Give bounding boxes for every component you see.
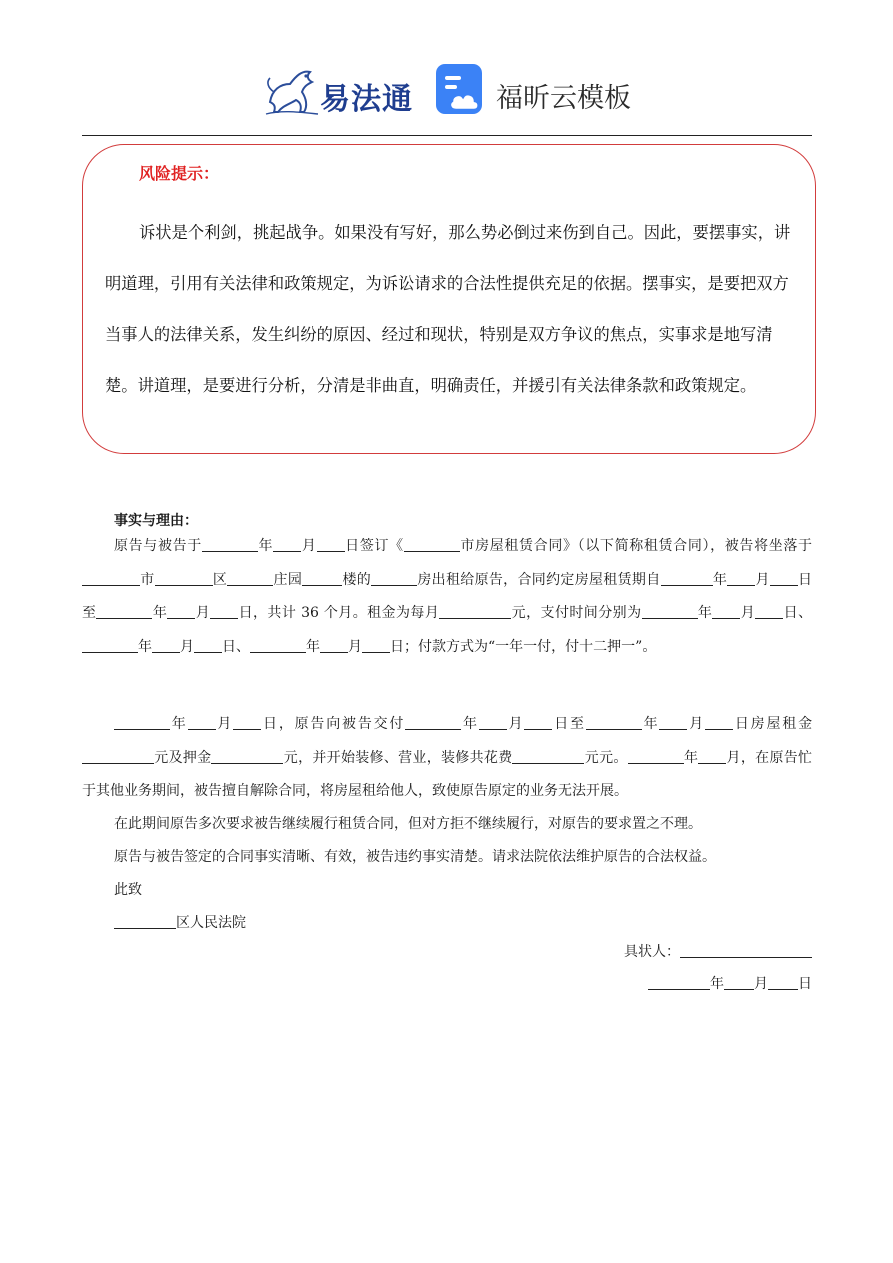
- header: [0, 58, 893, 122]
- date-line: 年 月 日: [82, 968, 812, 1002]
- court-line: 区人民法院: [82, 907, 812, 941]
- logo2-text: 福昕云模板: [496, 83, 631, 114]
- qilin-icon: [262, 62, 322, 118]
- fuxin-logo: [436, 64, 636, 118]
- header-divider: [82, 135, 812, 136]
- risk-title: 风险提示：: [139, 164, 220, 183]
- logo1-text: 易法通: [320, 82, 413, 117]
- signer-line: 具状人：: [82, 936, 812, 970]
- yifatong-logo: [262, 62, 414, 118]
- section-title: 事实与理由：: [114, 513, 198, 529]
- paragraph-1: 原告与被告于 年 月 日签订《 市房屋租赁合同》（以下简称租赁合同），被告将坐落于市 区 庄园 楼的 房出租给原告，合同约定房屋租赁期自 年 月 日至 年 月 日，共计 36 个月。租金为每月 元，支付时间分别为 年 月 日、年 月 日、 年 月 日；付款方式为“一年一付，付十二押一”。: [82, 538, 813, 655]
- paragraph-2: 年 月 日，原告向被告交付 年 月 日至 年 月 日房屋租金元及押金 元，并开始装修、营业，装修共花费 元元。 年 月，在原告忙于其他业务期间，被告擅自解除合同，将房屋租给他人，致使原告原定的业务无法开展。: [82, 716, 813, 799]
- cloud-doc-icon: [436, 64, 486, 116]
- paragraph-4: 原告与被告签定的合同事实清晰、有效，被告违约事实清楚。请求法院依法维护原告的合法权益。: [114, 849, 716, 865]
- paragraph-3: 在此期间原告多次要求被告继续履行租赁合同，但对方拒不继续履行，对原告的要求置之不理。: [114, 816, 702, 832]
- salutation: 此致: [114, 882, 142, 898]
- risk-notice-box: [82, 144, 816, 454]
- risk-body: 诉状是个利剑，挑起战争。如果没有写好，那么势必倒过来伤到自己。因此，要摆事实，讲明道理，引用有关法律和政策规定，为诉讼请求的合法性提供充足的依据。摆事实，是要把双方当事人的法律关系，发生纠纷的原因、经过和现状，特别是双方争议的焦点，实事求是地写清楚。讲道理，是要进行分析，分清是非曲直，明确责任，并援引有关法律条款和政策规定。: [105, 223, 791, 395]
